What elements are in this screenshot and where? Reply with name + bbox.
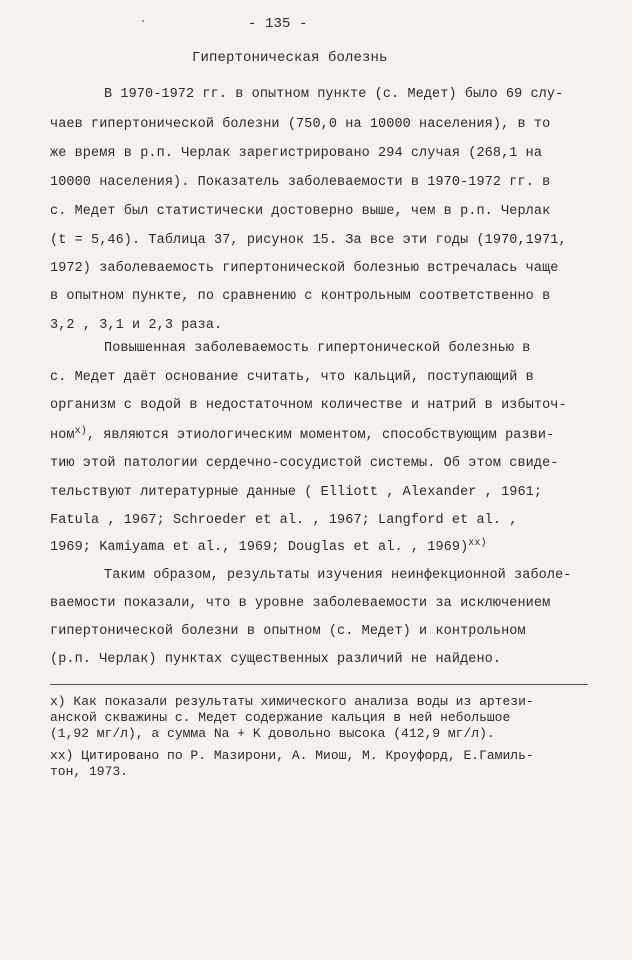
text-line: организм с водой в недостаточном количестве и натрий в избыточ- xyxy=(50,398,567,413)
footnote-line: (1,92 мг/л), а сумма Na + K довольно высока (412,9 мг/л). xyxy=(50,726,495,741)
text-line: Fatula , 1967; Schroeder et al. , 1967; Langford et al. , xyxy=(50,513,518,528)
footnote-marker: хх) xyxy=(468,538,487,549)
text-line: же время в р.п. Черлак зарегистрировано 294 случая (268,1 на xyxy=(50,146,543,161)
page-number: - 135 - xyxy=(248,16,308,32)
text-line: В 1970-1972 гг. в опытном пункте (с. Медет) было 69 слу- xyxy=(104,87,564,102)
text-fragment: ном xyxy=(50,428,75,443)
footnote-line: анской скважины с. Медет содержание кальция в ней небольшое xyxy=(50,710,511,725)
scan-speck xyxy=(142,20,144,22)
text-line: (р.п. Черлак) пунктах существенных различий не найдено. xyxy=(50,652,502,667)
text-line xyxy=(50,428,554,444)
section-title: Гипертоническая болезнь xyxy=(192,50,388,66)
text-line: 3,2 , 3,1 и 2,3 раза. xyxy=(50,318,223,333)
text-line: Повышенная заболеваемость гипертонической болезнью в xyxy=(104,341,531,356)
text-line: (t = 5,46). Таблица 37, рисунок 15. За все эти годы (1970,1971, xyxy=(50,233,567,248)
text-line: Таким образом, результаты изучения неинфекционной заболе- xyxy=(104,568,572,583)
text-line: тию этой патологии сердечно-сосудистой системы. Об этом свиде- xyxy=(50,456,559,471)
text-line: в опытном пункте, по сравнению с контрольным соответственно в xyxy=(50,289,551,304)
text-fragment: 1969; Kamiyama et al., 1969; Douglas et al. , 1969) xyxy=(50,540,469,555)
text-line xyxy=(50,540,487,556)
text-line: с. Медет был статистически достоверно выше, чем в р.п. Черлак xyxy=(50,204,551,219)
text-line: чаев гипертонической болезни (750,0 на 10000 населения), в то xyxy=(50,117,551,132)
footnote-marker: х) xyxy=(74,426,87,437)
text-line: 1972) заболеваемость гипертонической болезнью встречалась чаще xyxy=(50,261,559,276)
footnote-separator xyxy=(50,684,588,685)
text-line: с. Медет даёт основание считать, что кальций, поступающий в xyxy=(50,370,534,385)
text-line: ваемости показали, что в уровне заболеваемости за исключением xyxy=(50,596,551,611)
text-line: тельствуют литературные данные ( Elliott , Alexander , 1961; xyxy=(50,485,543,500)
text-line: гипертонической болезни в опытном (с. Медет) и контрольном xyxy=(50,624,526,639)
footnote-line: хх) Цитировано по Р. Мазирони, А. Миош, М. Кроуфорд, Е.Гамиль- xyxy=(50,748,534,763)
text-line: 10000 населения). Показатель заболеваемости в 1970-1972 гг. в xyxy=(50,175,551,190)
footnote-line: тон, 1973. xyxy=(50,764,129,779)
text-fragment: , являются этиологическим моментом, способствующим разви- xyxy=(86,428,555,443)
footnote-line: х) Как показали результаты химического анализа воды из артези- xyxy=(50,694,534,709)
